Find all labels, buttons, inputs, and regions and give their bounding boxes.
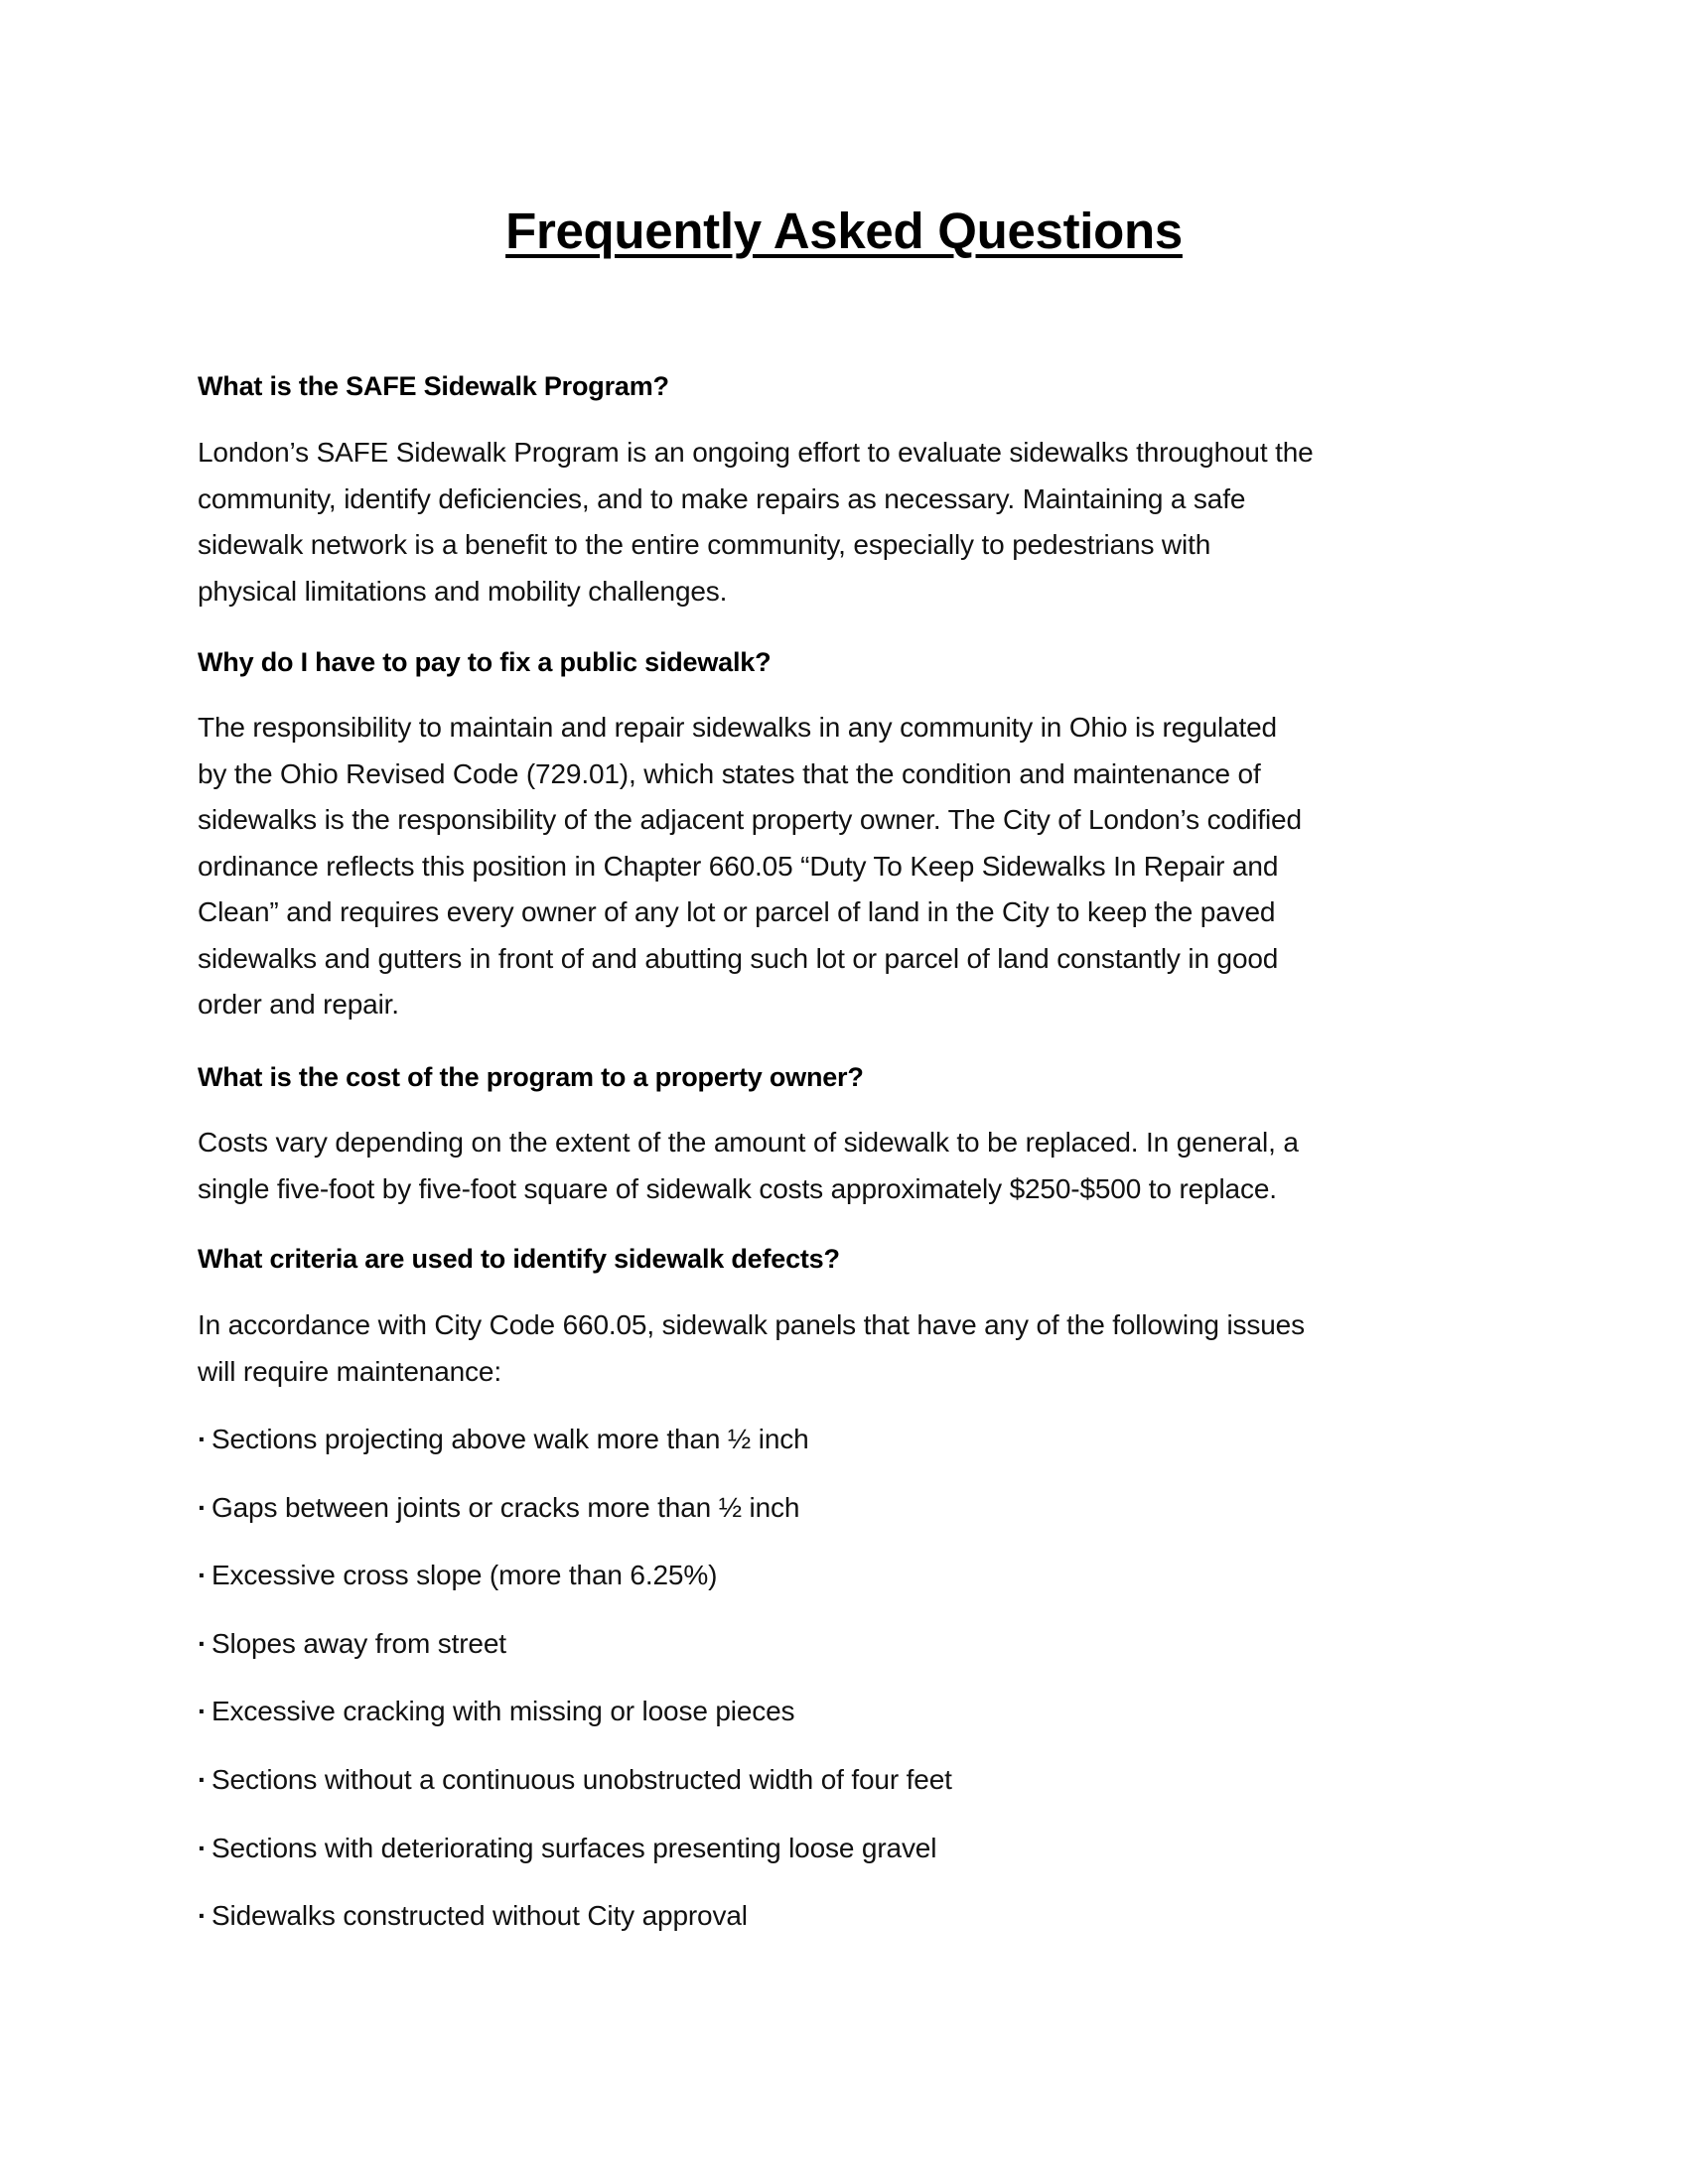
bullet-dot-icon: ·	[198, 1560, 208, 1591]
answer-line: sidewalk network is a benefit to the entire community, especially to pedestrians with	[198, 529, 1211, 560]
bullet-dot-icon: ·	[198, 1424, 208, 1454]
bullet-dot-icon: ·	[198, 1491, 208, 1523]
list-item	[198, 1882, 952, 1951]
faq-answer-criteria	[198, 1302, 1305, 1395]
answer-line: physical limitations and mobility challenges.	[198, 575, 728, 607]
page-title: Frequently Asked Questions	[505, 203, 1183, 259]
faq-question-why-pay: Why do I have to pay to fix a public sidewalk?	[198, 647, 772, 677]
defect-criteria-list	[198, 1406, 952, 1951]
list-item-text: Gaps between joints or cracks more than ½ inch	[211, 1491, 800, 1523]
list-item-text: Excessive cracking with missing or loose pieces	[211, 1696, 795, 1727]
answer-line: sidewalks and gutters in front of and abutting such lot or parcel of land constantly in good	[198, 942, 1279, 974]
list-item	[198, 1610, 952, 1679]
bullet-dot-icon: ·	[198, 1900, 208, 1932]
list-item-text: Excessive cross slope (more than 6.25%)	[211, 1560, 718, 1591]
list-item	[198, 1406, 952, 1474]
answer-line: In accordance with City Code 660.05, sidewalk panels that have any of the following issues	[198, 1309, 1305, 1340]
faq-question-safe-program: What is the SAFE Sidewalk Program?	[198, 371, 669, 401]
bullet-dot-icon: ·	[198, 1763, 208, 1795]
answer-line: by the Ohio Revised Code (729.01), which states that the condition and maintenance of	[198, 757, 1261, 789]
answer-line: Costs vary depending on the extent of the amount of sidewalk to be replaced. In general, a	[198, 1127, 1299, 1158]
list-item	[198, 1542, 952, 1610]
list-item	[198, 1678, 952, 1746]
answer-line: The responsibility to maintain and repair sidewalks in any community in Ohio is regulated	[198, 712, 1277, 743]
answer-line: Clean” and requires every owner of any lot or parcel of land in the City to keep the paved	[198, 896, 1276, 927]
answer-line: single five-foot by five-foot square of sidewalk costs approximately $250-$500 to replace.	[198, 1172, 1277, 1204]
answer-line: will require maintenance:	[198, 1355, 501, 1387]
bullet-dot-icon: ·	[198, 1627, 208, 1659]
answer-line: London’s SAFE Sidewalk Program is an ongoing effort to evaluate sidewalks throughout the	[198, 437, 1314, 468]
bullet-dot-icon: ·	[198, 1696, 208, 1727]
faq-answer-why-pay	[198, 705, 1302, 1028]
faq-question-cost: What is the cost of the program to a property owner?	[198, 1062, 864, 1092]
list-item-text: Slopes away from street	[211, 1627, 506, 1659]
faq-answer-safe-program	[198, 430, 1314, 614]
faq-answer-cost	[198, 1120, 1299, 1212]
bullet-dot-icon: ·	[198, 1832, 208, 1863]
answer-line: order and repair.	[198, 989, 399, 1020]
list-item-text: Sections without a continuous unobstructed width of four feet	[211, 1763, 952, 1795]
list-item	[198, 1474, 952, 1543]
answer-line: sidewalks is the responsibility of the adjacent property owner. The City of London’s codified	[198, 804, 1302, 835]
answer-line: community, identify deficiencies, and to make repairs as necessary. Maintaining a safe	[198, 482, 1246, 514]
list-item-text: Sections with deteriorating surfaces presenting loose gravel	[211, 1832, 937, 1863]
list-item-text: Sidewalks constructed without City approval	[211, 1900, 748, 1932]
faq-question-criteria: What criteria are used to identify sidewalk defects?	[198, 1244, 840, 1274]
list-item	[198, 1815, 952, 1883]
answer-line: ordinance reflects this position in Chapter 660.05 “Duty To Keep Sidewalks In Repair and	[198, 850, 1279, 882]
list-item-text: Sections projecting above walk more than ½ inch	[211, 1424, 809, 1454]
list-item	[198, 1746, 952, 1815]
